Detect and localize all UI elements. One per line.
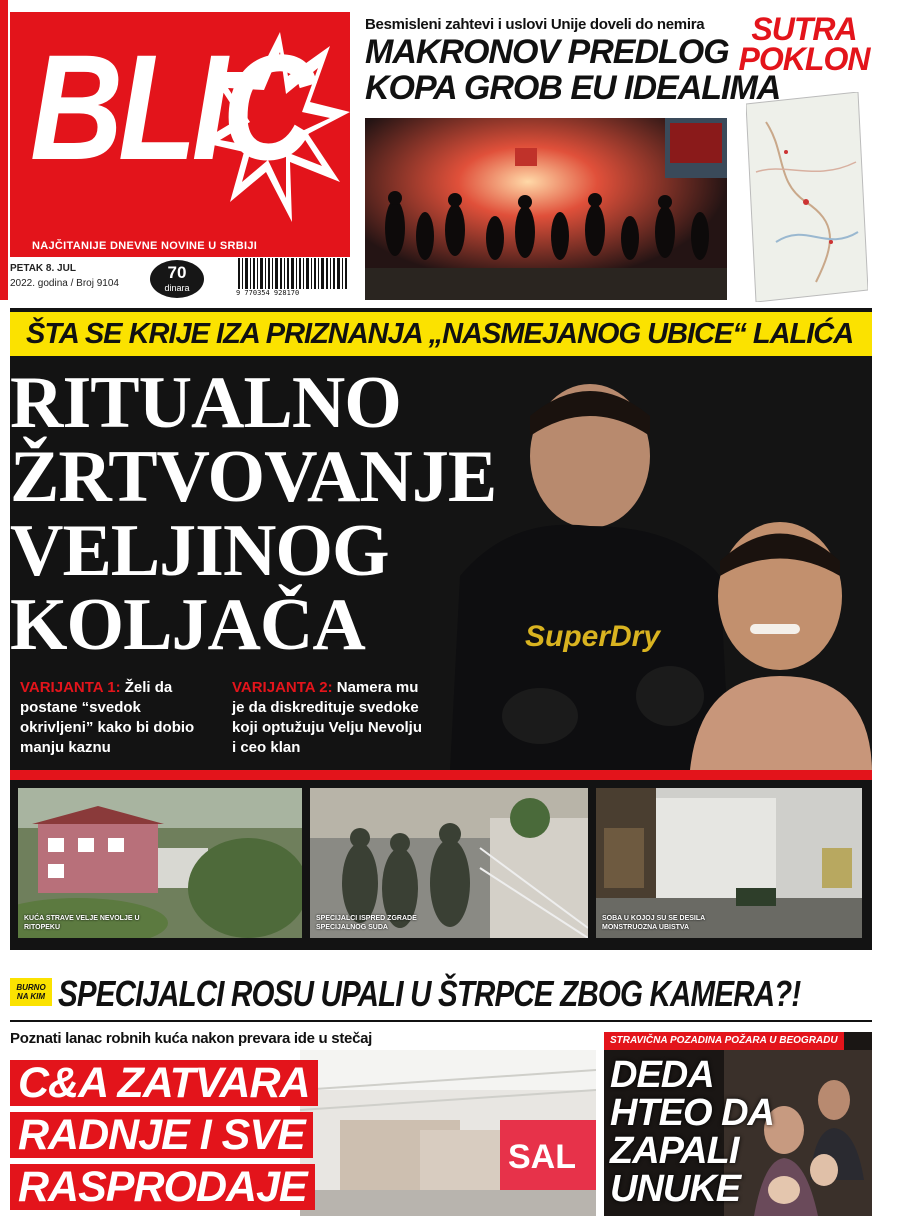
retail-headline-line1[interactable]: C&A ZATVARA (10, 1060, 318, 1106)
issue-number: 2022. godina / Broj 9104 (10, 278, 119, 289)
fire-headline-line3: ZAPALI (610, 1130, 739, 1172)
police-photo-caption: SPECIJALCI ISPRED ZGRADE SPECIJALNOG SUDA (316, 915, 417, 931)
issue-date: PETAK 8. JUL (10, 263, 76, 274)
variant-2-label: VARIJANTA 2: (232, 679, 333, 696)
protest-photo-icon (365, 118, 727, 300)
price-unit: dinara (164, 283, 190, 293)
variant-1-label: VARIJANTA 1: (20, 679, 121, 696)
main-story-photo-icon (430, 356, 872, 770)
logo-tagline: NAJČITANIJE DNEVNE NOVINE U SRBIJI (32, 240, 258, 252)
main-story-kicker: ŠTA SE KRIJE IZA PRIZNANJA „NASMEJANOG UBICE“ LALIĆA (10, 312, 872, 356)
gift-label-line1: SUTRA (751, 11, 857, 47)
kosovo-story-row[interactable] (10, 970, 872, 1022)
variant-1-text (20, 678, 210, 758)
fire-story-block[interactable] (604, 1032, 872, 1216)
main-headline-line4: KOLJAČA (10, 584, 365, 666)
logo-wordmark: BLIC (30, 23, 311, 191)
burno-badge (10, 978, 52, 1006)
sale-sign: SAL (508, 1138, 576, 1176)
top-story-headline-line1: MAKRONOV PREDLOG (365, 33, 729, 71)
variant-2-body: Namera mu je da diskredituje svedoke koji optužuju Velju Nevolju i ceo klan (232, 679, 423, 756)
main-headline-line2: ŽRTVOVANJE (10, 436, 497, 518)
gift-promo[interactable] (738, 11, 870, 304)
issue-info-row (10, 258, 350, 300)
gift-label (738, 11, 870, 77)
fire-story-kicker: STRAVIČNA POZADINA POŽARA U BEOGRADU (604, 1032, 844, 1050)
map-insert-icon (746, 92, 868, 302)
main-story-headline (10, 362, 497, 666)
burno-badge-line1: BURNO (16, 983, 46, 992)
protest-photo[interactable] (365, 118, 727, 300)
top-story-kicker[interactable]: Besmisleni zahtevi i uslovi Unije doveli do nemira (365, 16, 705, 33)
masthead-logo-block[interactable] (10, 12, 350, 257)
fire-headline-line2: HTEO DA (610, 1092, 774, 1134)
main-story-divider (10, 770, 872, 780)
top-story-headline[interactable] (365, 34, 780, 106)
variant-1-body: Želi da postane “svedok okrivljeni” kako bi dobio manju kaznu (20, 679, 195, 756)
barcode-digits: 9 770354 928170 (236, 289, 348, 297)
variant-2-text (232, 678, 422, 758)
mall-photo[interactable] (300, 1050, 596, 1216)
house-photo[interactable] (18, 788, 302, 938)
room-photo[interactable] (596, 788, 862, 938)
police-photo[interactable] (310, 788, 588, 938)
mall-photo-icon (300, 1050, 596, 1216)
fire-headline-line4: UNUKE (610, 1168, 741, 1210)
room-photo-caption: SOBA U KOJOJ SU SE DESILA MONSTRUOZNA UBISTVA (602, 915, 705, 931)
retail-headline-line2[interactable]: RADNJE I SVE (10, 1112, 313, 1158)
main-headline-line3: VELJINOG (10, 510, 389, 592)
svg-text:SuperDry: SuperDry (525, 620, 661, 653)
retail-headline-line3[interactable]: RASPRODAJE (10, 1164, 315, 1210)
fire-story-headline (610, 1056, 774, 1208)
main-headline-line1: RITUALNO (10, 362, 401, 444)
price-badge (150, 260, 204, 298)
side-red-strip (0, 0, 8, 300)
kosovo-story-headline: SPECIJALCI ROSU UPALI U ŠTRPCE ZBOG KAMERA?! (58, 973, 801, 1014)
gift-label-line2: POKLON (738, 41, 870, 77)
house-photo-caption: KUĆA STRAVE VELJE NEVOLJE U RITOPEKU (24, 915, 140, 931)
top-story-headline-line2: KOPA GROB EU IDEALIMA (365, 69, 781, 107)
fire-headline-line1: DEDA (610, 1054, 714, 1096)
main-story-block[interactable] (10, 308, 872, 780)
burno-badge-line2: NA KIM (16, 992, 46, 1001)
photo-strip (10, 780, 872, 950)
retail-story-kicker[interactable]: Poznati lanac robnih kuća nakon prevara ide u stečaj (10, 1030, 373, 1047)
price-value: 70 (167, 263, 187, 282)
